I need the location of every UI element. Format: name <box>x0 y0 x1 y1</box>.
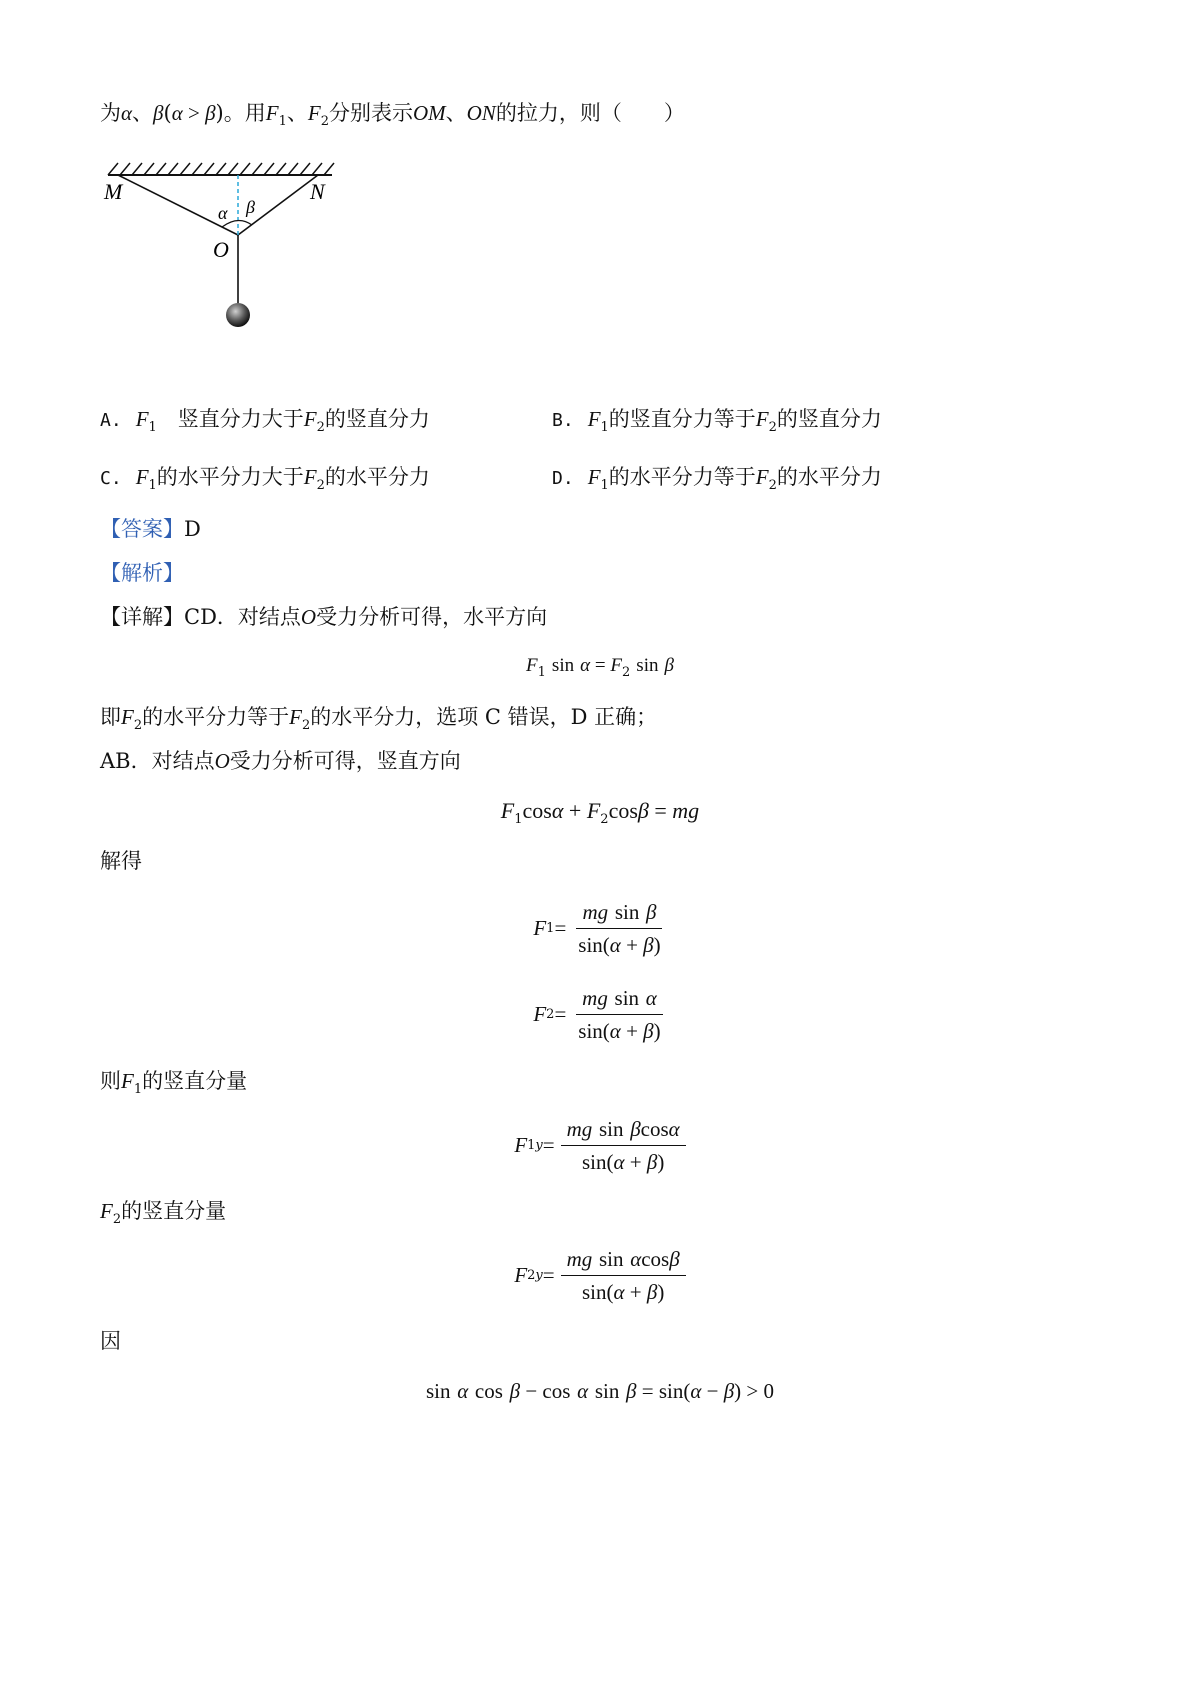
symbol-mg: mg <box>566 1116 593 1141</box>
equation-F1 <box>0 897 1200 959</box>
symbol-plus: + <box>624 1149 647 1174</box>
paren: ) <box>734 1379 742 1403</box>
symbol-beta: β <box>646 1279 658 1304</box>
symbol-alpha: α <box>668 1116 680 1141</box>
answer-tag: 【答案】 <box>100 517 184 541</box>
symbol-eq: = <box>636 1379 659 1403</box>
fn-sin: sin <box>425 1379 451 1403</box>
symbol-alpha: α <box>645 985 657 1010</box>
symbol-beta: β <box>626 1379 637 1403</box>
segment-ON: ON <box>466 101 496 125</box>
text: 则 <box>100 1069 121 1093</box>
symbol-eq: = <box>554 915 567 940</box>
answer-line <box>100 514 201 544</box>
fn-sin: sin <box>598 1116 624 1141</box>
symbol-eq: = <box>590 655 611 676</box>
symbol-alpha: α <box>121 101 133 125</box>
symbol-alpha: α <box>609 1018 621 1043</box>
symbol-eq: = <box>542 1262 555 1287</box>
subscript: 2 <box>768 420 777 435</box>
symbol-minus: − <box>701 1379 724 1403</box>
text: 分别表示 <box>328 101 413 125</box>
symbol-F: F <box>610 655 622 676</box>
subscript: 1 <box>278 114 287 129</box>
text: 的竖直分量 <box>142 1069 248 1093</box>
text: 、 <box>445 101 467 125</box>
text: 、 <box>286 101 308 125</box>
label-N: N <box>310 179 325 204</box>
symbol-beta: β <box>205 101 216 125</box>
fn-sin: sin <box>598 1246 624 1271</box>
symbol-F: F <box>514 1132 528 1157</box>
detail-ab-intro <box>100 746 461 776</box>
symbol-minus: − <box>520 1379 543 1403</box>
symbol-alpha: α <box>577 1379 589 1403</box>
option-label: D. <box>552 468 574 489</box>
option-C[interactable] <box>100 462 430 501</box>
symbol-plus: + <box>620 1018 644 1043</box>
subscript-y: y <box>535 1267 543 1283</box>
subscript: 1 <box>546 920 555 936</box>
symbol-plus: + <box>563 798 587 823</box>
fn-sin: sin <box>594 1379 620 1403</box>
denominator <box>576 1146 670 1175</box>
text: ( <box>163 101 172 125</box>
symbol-F: F <box>533 915 547 940</box>
option-text: 的水平分力等于 <box>608 465 756 489</box>
symbol-F: F <box>265 101 279 125</box>
fraction <box>572 985 666 1044</box>
equation-vertical <box>0 796 1200 835</box>
symbol-plus: + <box>624 1279 647 1304</box>
symbol-alpha: α <box>457 1379 469 1403</box>
symbol-alpha: α <box>690 1379 702 1403</box>
symbol-alpha: α <box>613 1149 625 1174</box>
symbol-F: F <box>514 1262 528 1287</box>
fn-sin: sin( <box>578 1018 610 1043</box>
symbol-beta: β <box>630 1116 641 1141</box>
ceiling-hatch <box>108 163 334 175</box>
denominator <box>572 1015 666 1044</box>
symbol-alpha: α <box>580 655 591 676</box>
option-label: C. <box>100 468 122 489</box>
symbol-F: F <box>289 705 302 729</box>
text: 的拉力，则（ ） <box>495 101 685 125</box>
text: 、 <box>132 101 154 125</box>
text: AB．对结点 <box>100 749 215 773</box>
option-text: 的竖直分力 <box>324 407 430 431</box>
option-label: A. <box>100 410 122 431</box>
subscript: 2 <box>316 478 325 493</box>
symbol-eq: = <box>542 1132 555 1157</box>
analysis-line <box>100 558 184 588</box>
symbol-beta: β <box>723 1379 735 1403</box>
symbol-F: F <box>307 101 321 125</box>
subscript: 2 <box>546 1006 555 1022</box>
denominator <box>572 929 666 958</box>
option-A[interactable] <box>100 404 430 443</box>
subscript: 1 <box>600 478 609 493</box>
symbol-gt: > <box>182 101 206 125</box>
fn-sin: sin( <box>581 1279 614 1304</box>
text: 解得 <box>100 849 142 873</box>
symbol-F: F <box>500 798 515 823</box>
ball <box>226 303 250 327</box>
label-M: M <box>104 179 123 204</box>
subscript <box>527 1268 543 1283</box>
symbol-O: O <box>300 605 317 629</box>
answer-value: D <box>184 517 201 541</box>
subscript: 1 <box>148 420 157 435</box>
symbol-beta: β <box>153 101 164 125</box>
symbol-alpha: α <box>171 101 183 125</box>
subscript: 2 <box>621 665 631 680</box>
fn-sin: sin( <box>581 1149 614 1174</box>
subscript-y: y <box>535 1137 543 1153</box>
because-label <box>100 1326 121 1356</box>
text: 为 <box>100 101 121 125</box>
option-text: 的水平分力 <box>776 465 882 489</box>
option-D[interactable] <box>552 462 882 501</box>
equation-final <box>0 1376 1200 1406</box>
label-beta: β <box>246 197 255 217</box>
symbol-plus: + <box>620 932 644 957</box>
detail-conclusion-cd <box>100 702 657 741</box>
denominator <box>576 1276 670 1305</box>
text: 受力分析可得，水平方向 <box>316 605 548 629</box>
paren: ) <box>653 1018 661 1043</box>
text: 的竖直分量 <box>121 1199 227 1223</box>
symbol-beta: β <box>509 1379 521 1403</box>
detail-cd-intro <box>100 602 547 632</box>
fn-cos: cos <box>474 1379 503 1403</box>
symbol-O: O <box>214 749 230 773</box>
subscript: 2 <box>600 812 609 827</box>
segment-OM: OM <box>412 101 446 125</box>
fn-sin: sin( <box>658 1379 691 1403</box>
symbol-F: F <box>135 407 149 431</box>
equation-F1y <box>0 1114 1200 1176</box>
symbol-mg: mg <box>566 1246 593 1271</box>
paren: ) <box>657 1149 665 1174</box>
option-text: 的水平分力大于 <box>156 465 304 489</box>
fn-cos: cos <box>640 1116 669 1141</box>
subscript: 2 <box>133 718 143 733</box>
symbol-F: F <box>525 655 538 676</box>
fn-sin: sin <box>636 655 659 676</box>
text: 的水平分力等于 <box>142 705 290 729</box>
fraction <box>561 1246 686 1305</box>
subscript: 2 <box>320 114 329 129</box>
symbol-beta: β <box>646 899 657 924</box>
fraction <box>572 899 666 958</box>
symbol-F: F <box>100 1199 113 1223</box>
numerator <box>576 899 662 929</box>
detail-tag: 【详解】 <box>100 605 184 629</box>
symbol-beta: β <box>643 1018 654 1043</box>
f2-vertical-label <box>100 1196 226 1235</box>
symbol-F: F <box>533 1001 547 1026</box>
symbol-F: F <box>587 465 601 489</box>
option-text: 竖直分力大于 <box>177 407 304 431</box>
fn-cos: cos <box>608 798 638 823</box>
symbol-eq: = <box>648 798 673 823</box>
fn-cos: cos <box>542 1379 571 1403</box>
option-label: B. <box>552 410 574 431</box>
numerator <box>561 1116 686 1146</box>
analysis-tag: 【解析】 <box>100 561 184 585</box>
symbol-alpha: α <box>551 798 564 823</box>
subscript-1: 1 <box>527 1137 536 1153</box>
symbol-beta: β <box>646 1149 658 1174</box>
symbol-F: F <box>587 407 601 431</box>
numerator <box>561 1246 686 1276</box>
f1-vertical-label <box>100 1066 247 1105</box>
subscript: 1 <box>514 812 523 827</box>
subscript-2: 2 <box>527 1267 536 1283</box>
symbol-mg: mg <box>582 899 609 924</box>
symbol-alpha: α <box>613 1279 625 1304</box>
equation-F2y <box>0 1244 1200 1306</box>
subscript: 2 <box>316 420 325 435</box>
symbol-alpha: α <box>609 932 621 957</box>
symbol-F: F <box>121 705 134 729</box>
fn-cos: cos <box>641 1246 670 1271</box>
text: 的水平分力，选项 C 错误，D 正确； <box>310 705 658 729</box>
subscript: 2 <box>301 718 311 733</box>
symbol-F: F <box>303 465 317 489</box>
subscript: 2 <box>112 1212 122 1227</box>
subscript <box>527 1138 543 1153</box>
fn-sin: sin <box>551 655 575 676</box>
text: CD．对结点 <box>184 605 301 629</box>
symbol-beta: β <box>637 798 649 823</box>
symbol-mg: mg <box>672 798 700 823</box>
symbol-beta: β <box>643 932 654 957</box>
option-text: 的竖直分力等于 <box>608 407 756 431</box>
pendulum-diagram <box>100 155 360 355</box>
equation-horizontal <box>0 650 1200 688</box>
fn-sin: sin <box>614 985 640 1010</box>
numerator <box>576 985 663 1015</box>
subscript: 1 <box>537 665 546 680</box>
fn-sin: sin <box>614 899 640 924</box>
subscript: 1 <box>600 420 609 435</box>
symbol-beta: β <box>669 1246 680 1271</box>
text: 受力分析可得，竖直方向 <box>229 749 461 773</box>
fn-cos: cos <box>522 798 552 823</box>
symbol-F: F <box>755 407 769 431</box>
text: 因 <box>100 1329 121 1353</box>
option-text: 的竖直分力 <box>776 407 882 431</box>
symbol-F: F <box>135 465 149 489</box>
symbol-F: F <box>303 407 317 431</box>
solve-label <box>100 846 142 876</box>
equation-F2 <box>0 983 1200 1045</box>
label-O: O <box>213 237 229 262</box>
symbol-F: F <box>586 798 601 823</box>
symbol-beta: β <box>664 655 674 676</box>
fraction <box>561 1116 686 1175</box>
question-stem <box>100 98 685 137</box>
label-alpha: α <box>218 203 228 223</box>
subscript: 1 <box>148 478 157 493</box>
symbol-mg: mg <box>582 985 608 1010</box>
option-text: 的水平分力 <box>324 465 430 489</box>
fn-sin: sin( <box>578 932 610 957</box>
text: 即 <box>100 705 121 729</box>
paren: ) <box>657 1279 665 1304</box>
subscript: 1 <box>133 1082 143 1097</box>
symbol-F: F <box>755 465 769 489</box>
symbol-F: F <box>121 1069 134 1093</box>
subscript: 2 <box>768 478 777 493</box>
option-B[interactable] <box>552 404 882 443</box>
symbol-gt0: > 0 <box>741 1379 775 1403</box>
paren: ) <box>653 932 661 957</box>
symbol-alpha: α <box>630 1246 642 1271</box>
text: )。用 <box>215 101 266 125</box>
symbol-eq: = <box>554 1001 567 1026</box>
